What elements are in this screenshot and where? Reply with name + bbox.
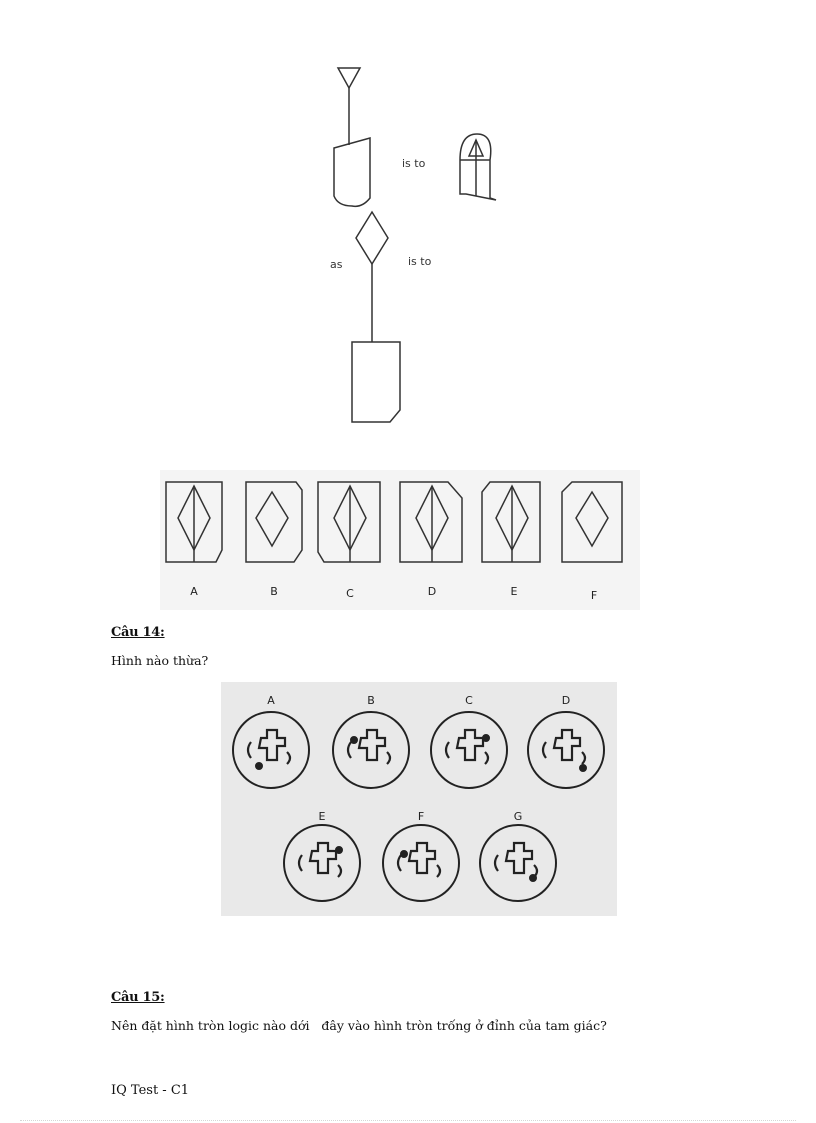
- circles-figure-14: [221, 682, 617, 916]
- circle-label: G: [513, 810, 523, 823]
- option-label: E: [510, 585, 518, 598]
- circle-label: A: [267, 694, 275, 707]
- question-15-heading: Câu 15:: [111, 990, 165, 1005]
- option-label: D: [427, 585, 437, 598]
- circle-label: B: [367, 694, 375, 707]
- options-figure-13: [160, 470, 640, 610]
- diamond-shape: [356, 212, 388, 264]
- page-footer: IQ Test - C1: [111, 1083, 190, 1098]
- question-15-text: Nên đặt hình tròn logic nào dới đây vào hình tròn trống ở đỉnh của tam giác?: [111, 1018, 607, 1033]
- question-14-text: Hình nào thừa?: [111, 653, 209, 668]
- question-14-heading: Câu 14:: [111, 625, 165, 640]
- page-bottom-divider: [20, 1120, 796, 1121]
- shield-shape: [334, 138, 370, 206]
- circle-label: E: [318, 810, 326, 823]
- analogy-figure: [290, 60, 530, 430]
- option-label: F: [590, 589, 598, 602]
- option-label: B: [270, 585, 278, 598]
- circle-label: C: [465, 694, 473, 707]
- as-label: as: [330, 258, 343, 271]
- top-triangle-shape: [338, 68, 360, 88]
- is-to-label-2: is to: [408, 255, 432, 268]
- cut-box-shape: [352, 342, 400, 422]
- is-to-label-1: is to: [402, 157, 426, 170]
- circle-label: F: [417, 810, 425, 823]
- option-label: C: [346, 587, 354, 600]
- circle-label: D: [561, 694, 571, 707]
- option-label: A: [190, 585, 198, 598]
